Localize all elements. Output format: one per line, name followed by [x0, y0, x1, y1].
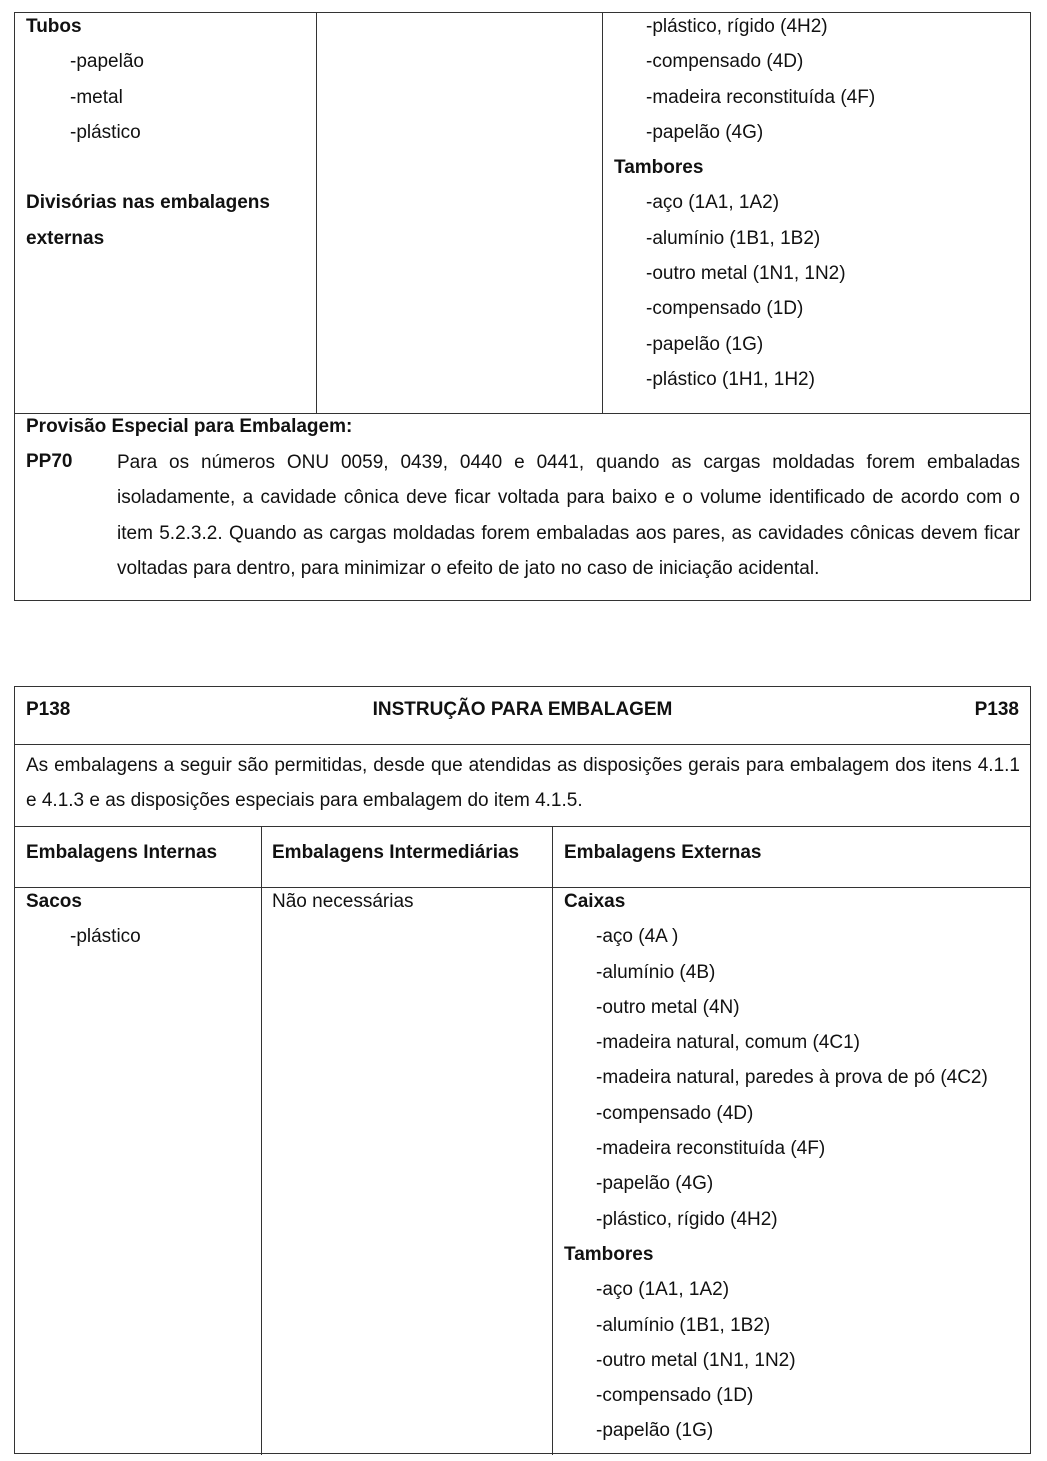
packaging-option: -madeira reconstituída (4F) [596, 1138, 826, 1160]
packaging-option: -metal [70, 86, 123, 108]
packaging-option: -papelão (1G) [646, 333, 764, 355]
provision-text: Para os números ONU 0059, 0439, 0440 e 0441, quando as cargas moldadas forem embaladas isoladamente, a cavidade cônica deve ficar voltada para baixo e o volume identificado de acordo com o item 5.2.3.2. Quando as cargas moldadas forem embaladas aos pares, as cavidades cônicas devem ficar voltadas para dentro, para minimizar o efeito de jato no caso de iniciação acidental. [117, 452, 1020, 579]
packaging-option: -papelão [70, 51, 144, 73]
packaging-category: Divisórias nas embalagens [26, 192, 270, 214]
row-divider [15, 826, 1030, 827]
column-divider [602, 13, 603, 413]
packaging-option: -outro metal (1N1, 1N2) [646, 263, 846, 285]
packaging-option: -madeira natural, comum (4C1) [596, 1032, 860, 1054]
packaging-option: -compensado (4D) [646, 51, 804, 73]
outer-packaging-list [614, 13, 875, 401]
packaging-option: -madeira reconstituída (4F) [646, 86, 876, 108]
instruction-code-left: P138 [26, 699, 71, 720]
row-divider [15, 744, 1030, 745]
instruction-title: INSTRUÇÃO PARA EMBALAGEM [372, 699, 673, 720]
outer-packaging-list [564, 888, 988, 1453]
packaging-option: -papelão (1G) [596, 1420, 714, 1442]
packaging-option: -outro metal (1N1, 1N2) [596, 1349, 796, 1371]
packaging-category: Tubos [26, 16, 82, 37]
special-provision-title: Provisão Especial para Embalagem: [26, 416, 353, 437]
packaging-category: externas [26, 227, 105, 249]
intermediate-packaging-value: Não necessárias [272, 891, 414, 912]
packaging-category: Caixas [564, 891, 626, 912]
packaging-option: -madeira natural, paredes à prova de pó (4C2) [596, 1067, 988, 1089]
packaging-category: Tambores [614, 157, 704, 179]
column-divider [316, 13, 317, 413]
packaging-option: -outro metal (4N) [596, 996, 740, 1018]
instruction-intro: As embalagens a seguir são permitidas, desde que atendidas as disposições gerais para embalagem dos itens 4.1.1 e 4.1.3 e as disposições especiais para embalagem do item 4.1.5. [26, 755, 1020, 812]
packing-table-continued [14, 12, 1031, 601]
packaging-option: -alumínio (4B) [596, 961, 716, 983]
packaging-option: -plástico, rígido (4H2) [646, 16, 828, 37]
inner-packaging-list [26, 888, 141, 959]
packaging-option: -papelão (4G) [646, 121, 764, 143]
packaging-option: -compensado (1D) [596, 1385, 754, 1407]
packaging-option: -plástico, rígido (4H2) [596, 1208, 778, 1230]
header-outer-packaging: Embalagens Externas [564, 842, 762, 863]
packaging-option: -compensado (1D) [646, 298, 804, 320]
packaging-option: -alumínio (1B1, 1B2) [646, 227, 821, 249]
packaging-option: -aço (1A1, 1A2) [646, 192, 780, 214]
instruction-code-right: P138 [974, 699, 1019, 720]
packaging-option: -aço (1A1, 1A2) [596, 1279, 730, 1301]
packaging-category: Tambores [564, 1243, 654, 1265]
packaging-option: -plástico [70, 121, 141, 143]
packing-instruction-table [14, 686, 1031, 1454]
packaging-option: -papelão (4G) [596, 1173, 714, 1195]
packaging-option: -alumínio (1B1, 1B2) [596, 1314, 771, 1336]
column-divider [261, 826, 262, 1455]
header-inner-packaging: Embalagens Internas [26, 842, 218, 863]
packaging-option [26, 154, 270, 189]
packaging-option: -plástico (1H1, 1H2) [646, 368, 815, 390]
packaging-option: -compensado (4D) [596, 1102, 754, 1124]
packaging-option: -plástico [70, 926, 141, 948]
column-divider [552, 826, 553, 1455]
packaging-category: Sacos [26, 891, 82, 912]
provision-code: PP70 [26, 451, 73, 472]
header-intermediate-packaging: Embalagens Intermediárias [272, 842, 520, 863]
inner-packaging-list [26, 13, 270, 260]
packaging-option: -aço (4A ) [596, 926, 679, 948]
